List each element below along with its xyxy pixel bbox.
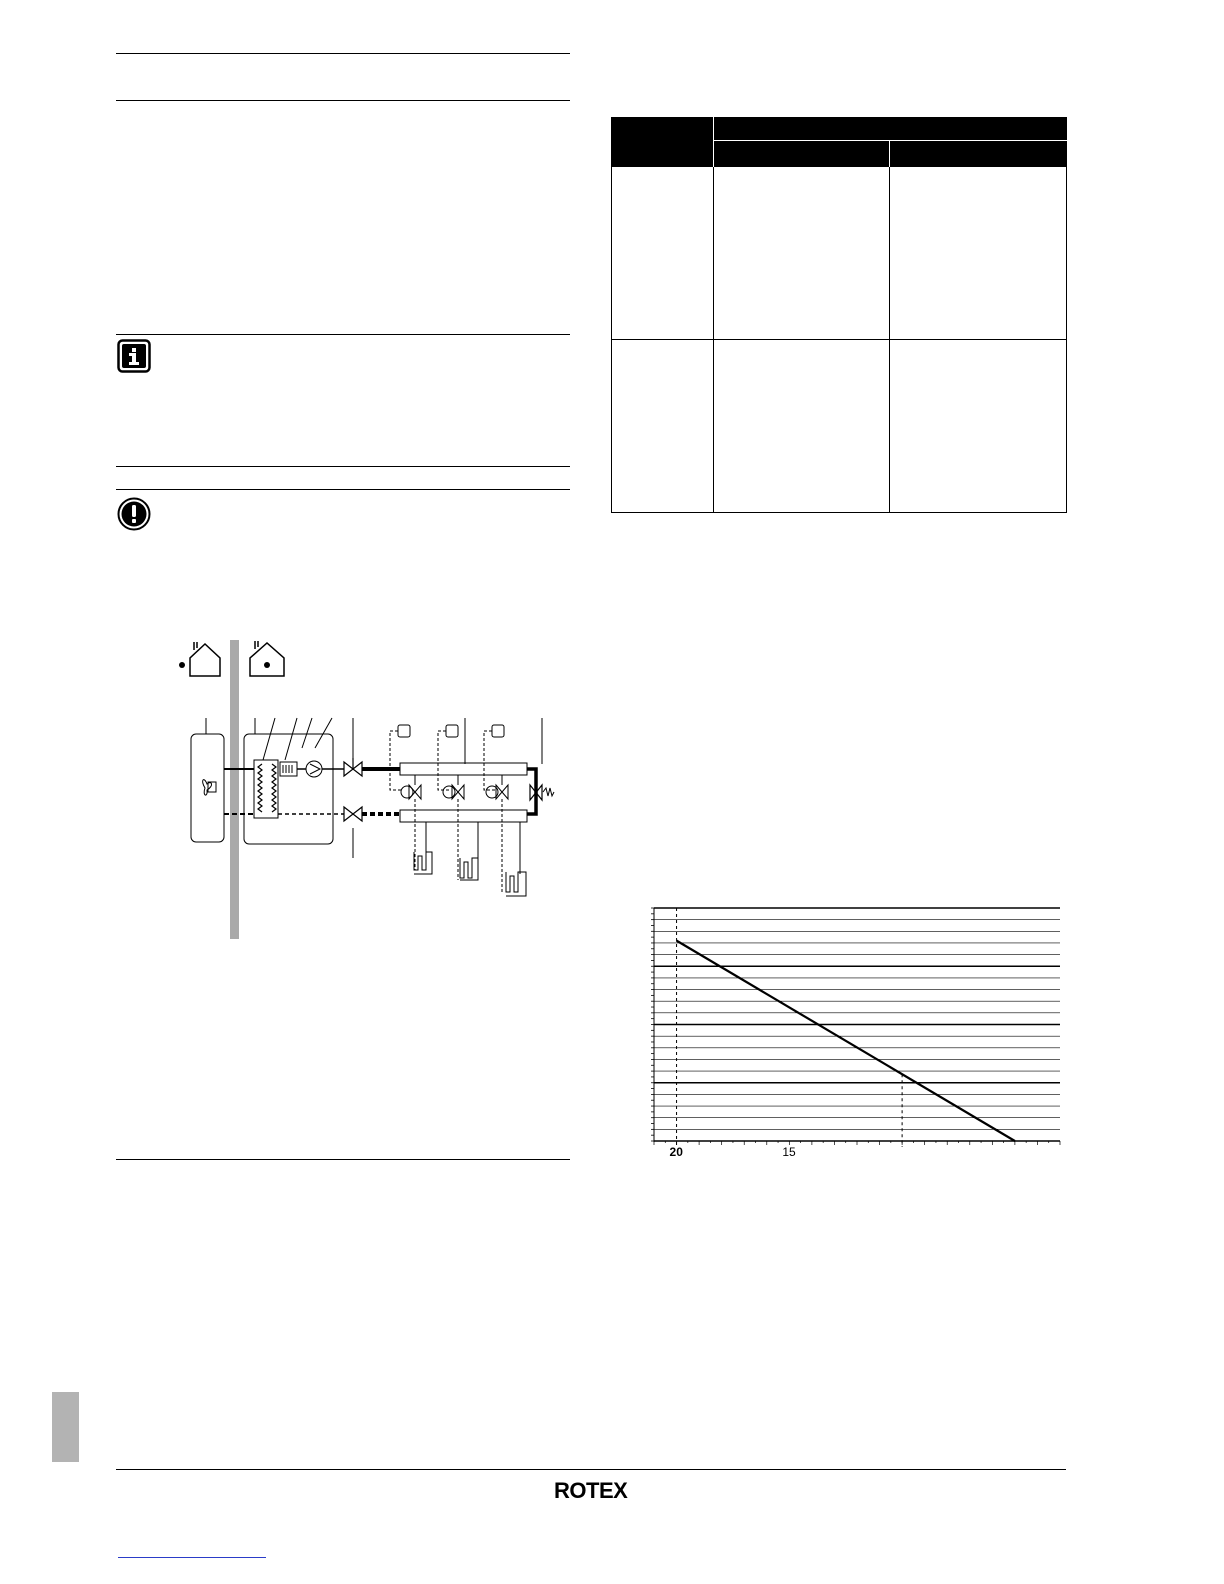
rule-top-1 — [116, 53, 570, 54]
valve-icon — [344, 758, 362, 821]
fan-icon — [203, 780, 216, 795]
outdoor-house-icon — [190, 642, 220, 676]
rule-info-top — [116, 334, 570, 335]
x-tick-label-15: 15 — [782, 1145, 796, 1159]
table-header-sub — [713, 140, 1067, 167]
data-table — [611, 117, 1067, 513]
footer-link-underline[interactable] — [118, 1557, 266, 1558]
warning-icon — [117, 497, 151, 531]
rule-warning-top — [116, 489, 570, 490]
installation-diagram — [160, 630, 560, 950]
series-line — [677, 941, 1015, 1141]
rule-top-2 — [116, 100, 570, 101]
wall — [230, 640, 239, 939]
table-header-span — [713, 117, 1067, 140]
indoor-house-icon — [250, 641, 284, 676]
brand-logo: ROTEX — [554, 1478, 628, 1503]
x-tick-label-20: 20 — [669, 1145, 683, 1159]
line-chart — [640, 900, 1070, 1170]
info-icon — [117, 339, 151, 373]
footer-rule — [116, 1469, 1066, 1470]
table-row-divider — [611, 339, 1067, 340]
side-tab — [52, 1392, 79, 1462]
rule-info-bottom — [116, 466, 570, 467]
table-header-row1-left — [611, 117, 713, 167]
rule-bottom-left — [116, 1159, 570, 1160]
